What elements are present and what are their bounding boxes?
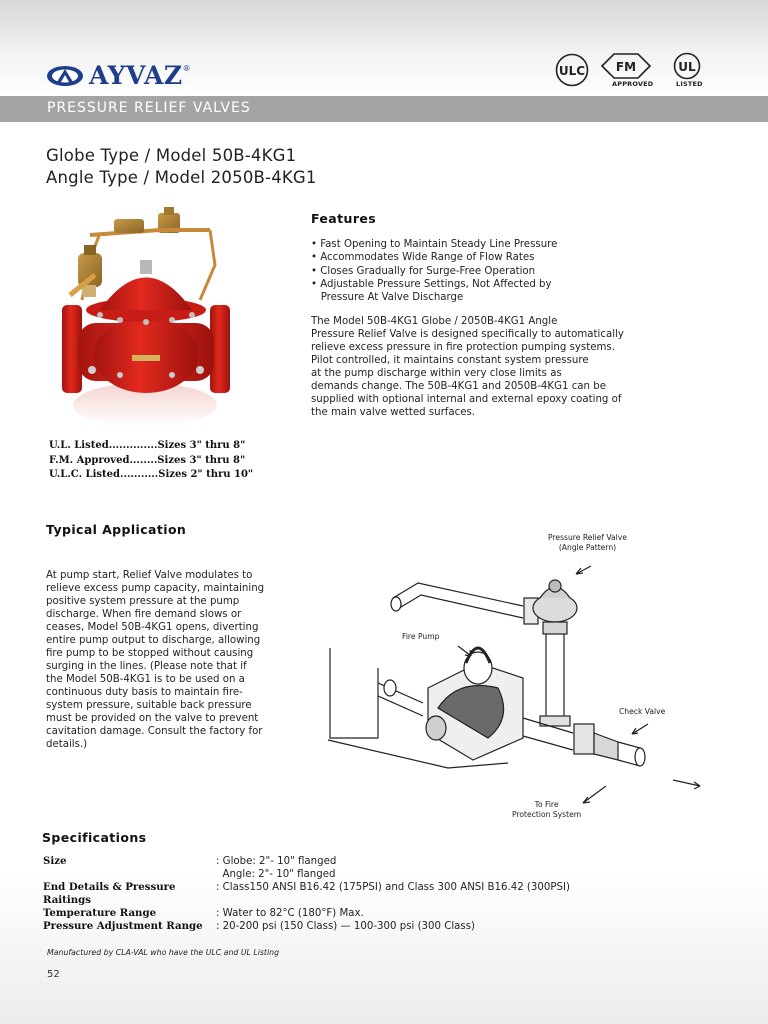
spec-value: : 20-200 psi (150 Class) — 100-300 psi (300 Class): [216, 921, 476, 932]
spec-label: Size: [43, 855, 67, 867]
application-line: entire pump output to discharge, allowing: [46, 635, 261, 646]
fm-text: FM: [615, 60, 637, 74]
title-globe: Globe Type / Model 50B-4KG1: [46, 146, 297, 165]
feature-item: • Fast Opening to Maintain Steady Line Pressure: [311, 239, 558, 250]
specifications-table: [43, 855, 570, 933]
product-description: [311, 315, 624, 419]
description-line: Pilot controlled, it maintains constant system pressure: [311, 355, 589, 366]
svg-text:UL: UL: [678, 60, 696, 74]
spec-row: [43, 907, 570, 920]
application-line: continuous duty basis to maintain fire-: [46, 687, 243, 698]
spec-value: Angle: 2"- 10" flanged: [216, 869, 336, 880]
spec-row: [43, 868, 570, 881]
application-line: details.): [46, 739, 88, 750]
spec-label: End Details & Pressure Raitings: [43, 881, 176, 906]
application-line: discharge. When fire demand slows or: [46, 609, 242, 620]
listing-line: U.L. Listed..............Sizes 3" thru 8": [49, 440, 246, 451]
pump-system-diagram: [318, 528, 718, 832]
ayvaz-logo: [45, 62, 191, 90]
feature-item: • Closes Gradually for Surge-Free Operation: [311, 265, 536, 277]
features-list: [311, 238, 557, 304]
description-line: at the pump discharge within very close limits as: [311, 368, 562, 379]
description-line: the main valve wetted surfaces.: [311, 407, 476, 418]
description-line: Pressure Relief Valve is designed specifically to automatically: [311, 329, 624, 340]
spec-value: : Class150 ANSI B16.42 (175PSI) and Class 300 ANSI B16.42 (300PSI): [216, 882, 570, 893]
spec-row: [43, 881, 570, 907]
feature-item: • Accommodates Wide Range of Flow Rates: [311, 252, 535, 264]
application-line: fire pump to be stopped without causing: [46, 648, 254, 659]
listing-line: F.M. Approved........Sizes 3" thru 8": [49, 454, 246, 466]
application-line: ceases, Model 50B-4KG1 opens, diverting: [46, 622, 259, 633]
application-line: cavitation damage. Consult the factory for: [46, 726, 263, 737]
spec-label: Temperature Range: [43, 907, 157, 919]
title-angle: Angle Type / Model 2050B-4KG1: [46, 168, 317, 187]
description-line: supplied with optional internal and external epoxy coating of: [311, 394, 622, 405]
application-line: relieve excess pump capacity, maintaining: [46, 583, 265, 594]
section-title: PRESSURE RELIEF VALVES: [47, 100, 251, 116]
application-text: [46, 569, 264, 751]
spec-row: [43, 920, 570, 933]
description-line: relieve excess pressure in fire protection pumping systems.: [311, 342, 615, 353]
section-bar: [0, 96, 768, 122]
application-line: At pump start, Relief Valve modulates to: [46, 570, 253, 581]
registered-mark: ®: [182, 64, 191, 73]
label-relief-valve: Pressure Relief Valve (Angle Pattern): [548, 533, 627, 552]
description-line: demands change. The 50B-4KG1 and 2050B-4KG1 can be: [311, 381, 606, 392]
feature-item: • Adjustable Pressure Settings, Not Affected by: [311, 278, 552, 290]
page-number: 52: [47, 969, 60, 980]
specifications-heading: Specifications: [42, 830, 147, 845]
spec-value: : Globe: 2"- 10" flanged: [216, 856, 337, 867]
ulc-listed-icon: [554, 52, 590, 92]
feature-item: Pressure At Valve Discharge: [311, 292, 464, 304]
features-heading: Features: [311, 211, 377, 226]
label-check-valve: Check Valve: [619, 707, 666, 716]
label-fire-pump: Fire Pump: [402, 632, 440, 641]
valve-product-image: [60, 205, 230, 439]
description-line: The Model 50B-4KG1 Globe / 2050B-4KG1 Angle: [311, 316, 558, 327]
application-line: surging in the lines. (Please note that if: [46, 661, 247, 672]
manufacturer-note: Manufactured by CLA-VAL who have the ULC and UL Listing: [47, 948, 280, 957]
application-line: the Model 50B-4KG1 is to be used on a: [46, 674, 245, 685]
spec-value: : Water to 82°C (180°F) Max.: [216, 908, 364, 919]
listing-line: U.L.C. Listed...........Sizes 2" thru 10": [49, 469, 254, 480]
application-line: positive system pressure at the pump: [46, 596, 240, 607]
application-heading: Typical Application: [46, 522, 187, 537]
ul-caption: LISTED: [676, 80, 703, 88]
spec-label: [43, 868, 216, 881]
label-to-fire: To Fire Protection System: [512, 800, 582, 819]
ayvaz-logo-icon: [45, 64, 85, 88]
spec-row: [43, 855, 570, 868]
application-line: must be provided on the valve to prevent: [46, 713, 259, 724]
brand-name: AYVAZ: [89, 61, 183, 90]
listing-sizes: [49, 439, 253, 483]
svg-text:ULC: ULC: [558, 64, 586, 78]
spec-label: Pressure Adjustment Range: [43, 920, 203, 932]
application-line: system pressure, suitable back pressure: [46, 700, 252, 711]
fm-caption: APPROVED: [612, 80, 654, 88]
